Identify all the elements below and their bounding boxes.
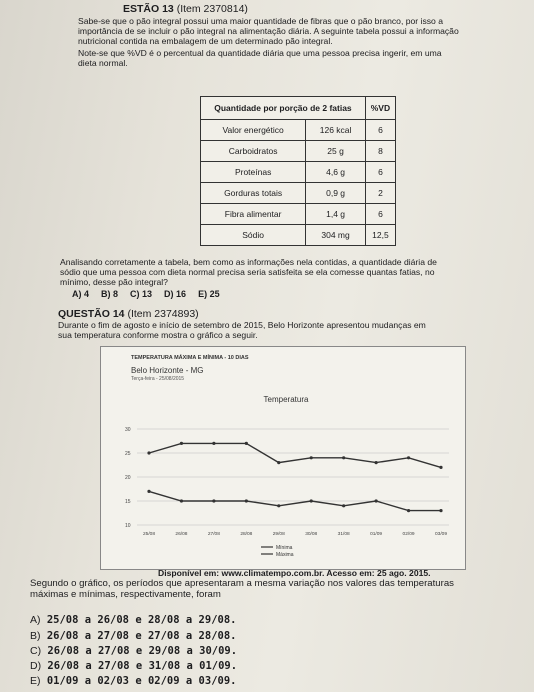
answer-c[interactable]: C) 26/08 a 27/08 e 29/08 a 30/09. bbox=[30, 645, 238, 657]
option-a[interactable]: A) 4 bbox=[72, 289, 90, 299]
q13-question: Analisando corretamente a tabela, bem como as informações nela contidas, a quantidade diária de sódio que uma pessoa com dieta normal precisa seria satisfeita se ela comesse quantas fatias, no mínimo, desse pão integral? bbox=[60, 257, 437, 288]
data-point bbox=[277, 504, 280, 507]
data-point bbox=[375, 499, 378, 502]
q14-source: Disponível em: www.climatempo.com.br. Acesso em: 25 ago. 2015. bbox=[158, 568, 431, 578]
data-point bbox=[277, 461, 280, 464]
chart-location: Belo Horizonte - MG bbox=[131, 366, 204, 375]
answer-a[interactable]: A) 25/08 a 26/08 e 28/08 a 29/08. bbox=[30, 614, 237, 626]
answer-d[interactable]: D) 26/08 a 27/08 e 31/08 a 01/09. bbox=[30, 660, 238, 672]
data-point bbox=[180, 499, 183, 502]
data-point bbox=[147, 490, 150, 493]
x-tick-label: 31/08 bbox=[337, 532, 350, 537]
series-line-0 bbox=[149, 443, 441, 467]
table-row: Proteínas 4,6 g 6 bbox=[201, 162, 396, 183]
x-tick-label: 26/08 bbox=[175, 532, 188, 537]
x-tick-label: 03/09 bbox=[434, 532, 448, 537]
q14-question: Segundo o gráfico, os períodos que apresentaram a mesma variação nos valores das temperaturas máximas e mínimas, respectivamente, foram bbox=[30, 578, 454, 600]
x-tick-label: 29/08 bbox=[272, 532, 285, 537]
data-point bbox=[407, 509, 410, 512]
data-point bbox=[407, 456, 410, 459]
data-point bbox=[212, 499, 215, 502]
y-tick-label: 15 bbox=[125, 499, 131, 505]
x-tick-label: 27/08 bbox=[207, 532, 220, 537]
chart-title: Temperatura bbox=[263, 395, 309, 404]
table-header-quantity: Quantidade por porção de 2 fatias bbox=[201, 97, 366, 120]
temperature-chart-svg bbox=[101, 347, 465, 569]
y-tick-label: 10 bbox=[125, 523, 131, 529]
table-row: Valor energético 126 kcal 6 bbox=[201, 120, 396, 141]
q13-intro: Sabe-se que o pão integral possui uma maior quantidade de fibras que o pão branco, por isso a importância de se incluir o pão integral na alimentação diária. A seguinte tabela possui a informação nutricional contida na embalagem de um determinado pão integral. bbox=[78, 16, 459, 47]
data-point bbox=[342, 456, 345, 459]
q13-options bbox=[72, 289, 220, 299]
y-tick-label: 25 bbox=[125, 451, 131, 457]
x-tick-label: 30/08 bbox=[305, 532, 318, 537]
q14-intro: Durante o fim de agosto e início de setembro de 2015, Belo Horizonte apresentou mudanças em sua temperatura conforme mostra o gráfico a seguir. bbox=[58, 320, 426, 341]
data-point bbox=[310, 456, 313, 459]
x-tick-label: 28/08 bbox=[240, 532, 253, 537]
answer-b[interactable]: B) 26/08 a 27/08 e 27/08 a 28/08. bbox=[30, 630, 237, 642]
table-row: Carboidratos 25 g 8 bbox=[201, 141, 396, 162]
q13-note-start: Note-se que %VD é o percentual da quantidade diária que uma pessoa precisa ingerir, em uma dieta normal. bbox=[78, 48, 442, 69]
table-row: Gorduras totais 0,9 g 2 bbox=[201, 183, 396, 204]
y-tick-label: 30 bbox=[125, 427, 131, 433]
data-point bbox=[212, 442, 215, 445]
option-d[interactable]: D) 16 bbox=[164, 289, 187, 299]
data-point bbox=[375, 461, 378, 464]
data-point bbox=[147, 451, 150, 454]
data-point bbox=[245, 499, 248, 502]
data-point bbox=[310, 499, 313, 502]
legend-label: Máxima bbox=[276, 552, 294, 558]
data-point bbox=[439, 509, 442, 512]
table-header-vd: %VD bbox=[365, 97, 395, 120]
x-tick-label: 01/09 bbox=[370, 532, 383, 537]
option-c[interactable]: C) 13 bbox=[130, 289, 153, 299]
answer-e[interactable]: E) 01/09 a 02/03 e 02/09 a 03/09. bbox=[30, 675, 237, 687]
chart-date: Terça-feira - 25/08/2015 bbox=[131, 376, 185, 382]
chart-header: TEMPERATURA MÁXIMA E MÍNIMA - 10 DIAS bbox=[131, 355, 249, 361]
q14-title: QUESTÃO 14 (Item 2374893) bbox=[58, 308, 199, 320]
option-e[interactable]: E) 25 bbox=[198, 289, 220, 299]
x-tick-label: 02/09 bbox=[402, 532, 415, 537]
data-point bbox=[180, 442, 183, 445]
option-b[interactable]: B) 8 bbox=[101, 289, 119, 299]
table-row: Sódio 304 mg 12,5 bbox=[201, 225, 396, 246]
nutrition-table bbox=[200, 96, 396, 246]
table-row: Fibra alimentar 1,4 g 6 bbox=[201, 204, 396, 225]
data-point bbox=[439, 466, 442, 469]
legend-label: Mínima bbox=[276, 545, 293, 551]
data-point bbox=[245, 442, 248, 445]
q13-title: ESTÃO 13 (Item 2370814) bbox=[123, 3, 248, 15]
x-tick-label: 25/08 bbox=[142, 532, 156, 537]
data-point bbox=[342, 504, 345, 507]
y-tick-label: 20 bbox=[125, 475, 131, 481]
temperature-chart bbox=[100, 346, 466, 570]
